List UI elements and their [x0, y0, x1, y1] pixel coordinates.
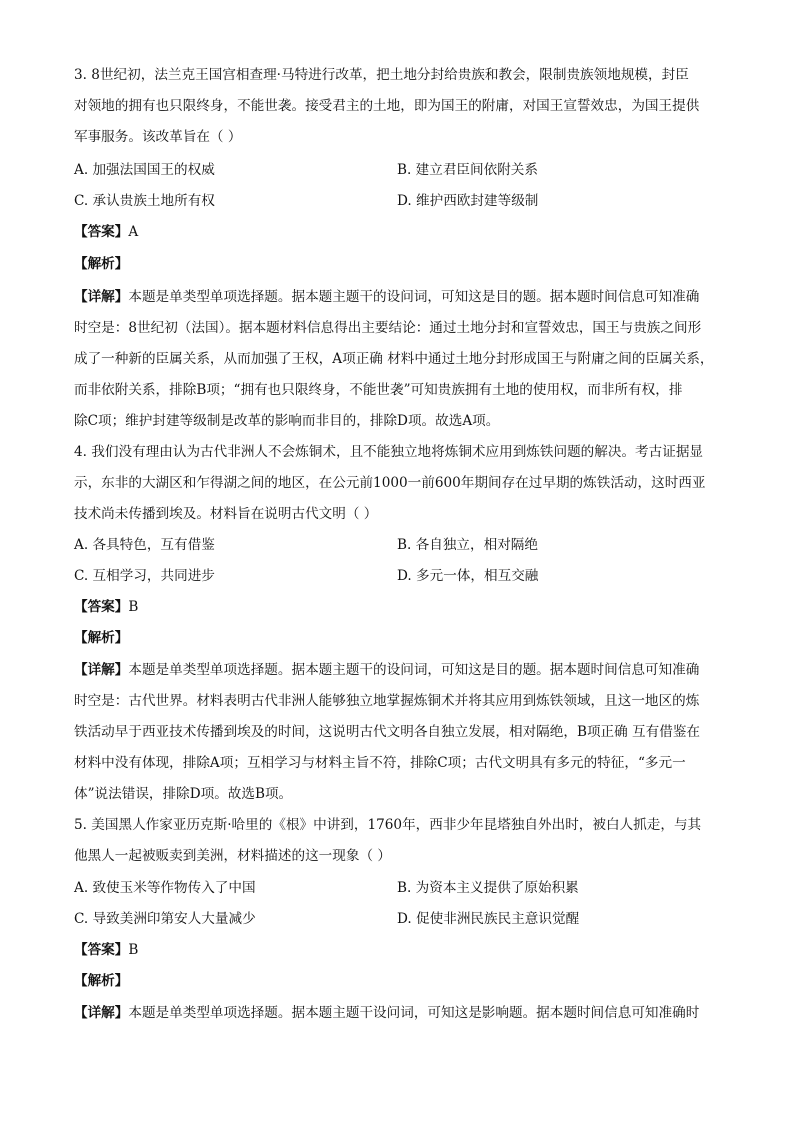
q4-stem-line-1: 4. 我们没有理由认为古代非洲人不会炼铜术，且不能独立地将炼铜术应用到炼铁问题的解决。考古证据显: [74, 444, 704, 460]
detail-tag: 【详解】: [74, 289, 129, 305]
q4-option-d: D. 多元一体，相互交融: [397, 568, 539, 584]
q4-answer: [74, 597, 734, 617]
q3-detail-line-1: 【详解】本题是单类型单项选择题。据本题主题干的设问词，可知这是目的题。据本题时间信息可知准确: [74, 289, 700, 305]
q5-stem-line-2: 他黑人一起被贩卖到美洲，材料描述的这一现象（ ）: [74, 848, 391, 864]
q3-stem-line-1: 3. 8世纪初，法兰克王国宫相查理·马特进行改革，把土地分封给贵族和教会，限制贵族领地规模，封臣: [74, 67, 689, 83]
q3-stem-line-2: 对领地的拥有也只限终身，不能世袭。接受君主的土地，即为国王的附庸，对国王宣誓效忠，为国王提供: [74, 98, 700, 114]
q5-option-a: A. 致使玉米等作物传入了中国: [74, 880, 256, 896]
q4-detail-line-4: 材料中没有体现，排除A项；互相学习与材料主旨不符，排除C项；古代文明具有多元的特征，“多元一: [74, 755, 686, 771]
answer-tag: 【答案】: [74, 224, 129, 240]
q3-detail-line-3: 成了一种新的臣属关系，从而加强了王权，A项正确 材料中通过土地分封形成国王与附庸之间的臣属关系，: [74, 351, 714, 367]
q5-answer: [74, 940, 734, 960]
q4-detail-line-2: 时空是：古代世界。材料表明古代非洲人能够独立地掌握炼铜术并将其应用到炼铁领域，且这一地区的炼: [74, 693, 700, 709]
q5-option-c: C. 导致美洲印第安人大量减少: [74, 911, 256, 927]
q3-detail-line-2: 时空是：8世纪初（法国）。据本题材料信息得出主要结论：通过土地分封和宣誓效忠，国王与贵族之间形: [74, 320, 702, 336]
answer-tag: 【答案】: [74, 599, 129, 615]
q3-option-a: A. 加强法国国王的权威: [74, 162, 215, 178]
q5-stem-line-1: 5. 美国黑人作家亚历克斯·哈里的《根》中讲到，1760年，西非少年昆塔独自外出时，被白人抓走，与其: [74, 817, 702, 833]
detail-tag: 【详解】: [74, 662, 129, 678]
answer-tag: 【答案】: [74, 942, 129, 958]
q3-detail-line-5: 除C项；维护封建等级制是改革的影响而非目的，排除D项。故选A项。: [74, 413, 500, 429]
q3-stem-line-3: 军事服务。该改革旨在（ ）: [74, 129, 242, 145]
q3-answer: [74, 222, 734, 242]
q5-option-d: D. 促使非洲民族民主意识觉醒: [397, 911, 580, 927]
q5-option-b: B. 为资本主义提供了原始积累: [397, 880, 579, 896]
q3-option-c: C. 承认贵族土地所有权: [74, 193, 215, 209]
answer-value: B: [128, 599, 139, 615]
answer-value: B: [128, 942, 139, 958]
detail-tag: 【详解】: [74, 1005, 129, 1021]
q5-detail-line-1: 【详解】本题是单类型单项选择题。据本题主题干设问词，可知这是影响题。据本题时间信息可知准确时: [74, 1005, 700, 1021]
answer-value: A: [128, 224, 139, 240]
q3-option-d: D. 维护西欧封建等级制: [397, 193, 539, 209]
q3-analysis-tag: 【解析】: [74, 256, 129, 272]
q4-detail-line-5: 体”说法错误，排除D项。故选B项。: [74, 786, 293, 802]
q4-stem-line-3: 技术尚未传播到埃及。材料旨在说明古代文明（ ）: [74, 506, 378, 522]
q4-option-a: A. 各具特色，互有借鉴: [74, 537, 215, 553]
q3-detail-line-4: 而非依附关系，排除B项；“拥有也只限终身，不能世袭”可知贵族拥有土地的使用权，而非所有权，排: [74, 382, 683, 398]
q4-stem-line-2: 示，东非的大湖区和乍得湖之间的地区，在公元前1000一前600年期间存在过早期的炼铁活动，这时西亚: [74, 475, 706, 491]
q4-option-c: C. 互相学习，共同进步: [74, 568, 215, 584]
q4-detail-line-1: 【详解】本题是单类型单项选择题。据本题主题干的设问词，可知这是目的题。据本题时间信息可知准确: [74, 662, 700, 678]
q4-detail-line-3: 铁活动早于西亚技术传播到埃及的时间，这说明古代文明各自独立发展，相对隔绝，B项正确 互有借鉴在: [74, 724, 701, 740]
q3-option-b: B. 建立君臣间依附关系: [397, 162, 538, 178]
q4-analysis-tag: 【解析】: [74, 630, 129, 646]
q5-analysis-tag: 【解析】: [74, 973, 129, 989]
q4-option-b: B. 各自独立，相对隔绝: [397, 537, 538, 553]
